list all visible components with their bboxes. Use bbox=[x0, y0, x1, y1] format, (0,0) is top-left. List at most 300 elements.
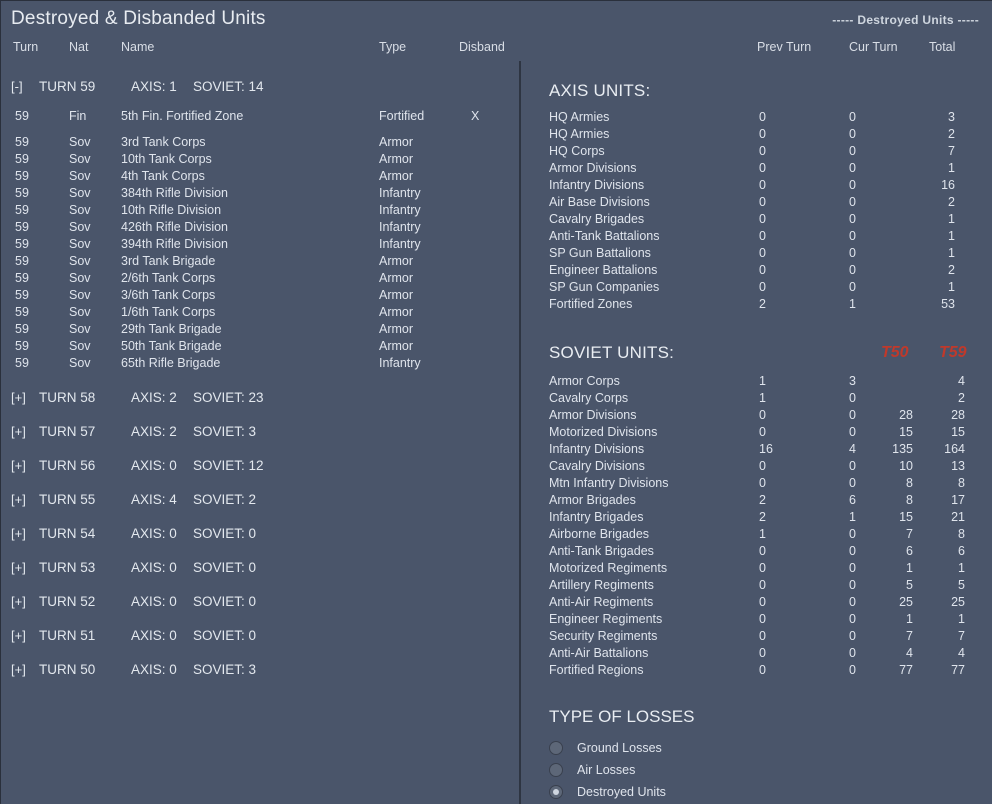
expand-toggle-icon[interactable]: [+] bbox=[11, 526, 26, 541]
soviet-stat-t50: 7 bbox=[906, 527, 913, 541]
axis-stat-total: 53 bbox=[941, 297, 955, 311]
axis-count-label: AXIS: 0 bbox=[131, 458, 177, 473]
soviet-stat-label: Mtn Infantry Divisions bbox=[549, 476, 669, 490]
unit-type: Infantry bbox=[379, 356, 421, 370]
axis-stat-prev: 0 bbox=[759, 110, 766, 124]
expand-toggle-icon[interactable]: [+] bbox=[11, 458, 26, 473]
column-header-turn: Turn bbox=[13, 40, 39, 54]
collapse-toggle-icon[interactable]: [-] bbox=[11, 79, 23, 94]
soviet-count-label: SOVIET: 0 bbox=[193, 594, 257, 609]
page-title: Destroyed & Disbanded Units bbox=[11, 8, 266, 29]
axis-stat-row bbox=[521, 279, 992, 296]
turn-label: TURN 50 bbox=[39, 662, 96, 677]
axis-count-label: AXIS: 0 bbox=[131, 628, 177, 643]
unit-type: Armor bbox=[379, 288, 414, 302]
soviet-stat-row bbox=[521, 560, 992, 577]
axis-stat-prev: 0 bbox=[759, 127, 766, 141]
unit-name: 10th Rifle Division bbox=[121, 203, 222, 217]
turn-label: TURN 51 bbox=[39, 628, 96, 643]
soviet-count-label: SOVIET: 0 bbox=[193, 628, 257, 643]
soviet-stat-prev: 0 bbox=[759, 476, 766, 490]
soviet-stat-t59: 8 bbox=[958, 476, 965, 490]
soviet-stat-prev: 0 bbox=[759, 612, 766, 626]
turn-group-row[interactable] bbox=[1, 483, 519, 517]
expand-toggle-icon[interactable]: [+] bbox=[11, 424, 26, 439]
soviet-stat-row bbox=[521, 441, 992, 458]
table-row[interactable] bbox=[1, 355, 519, 372]
column-header-name: Name bbox=[121, 40, 155, 54]
column-header-nat: Nat bbox=[69, 40, 89, 54]
soviet-stat-cur: 0 bbox=[849, 646, 856, 660]
soviet-stat-t59: 77 bbox=[951, 663, 965, 677]
unit-turn: 59 bbox=[15, 186, 29, 200]
expand-toggle-icon[interactable]: [+] bbox=[11, 390, 26, 405]
radio-button-icon[interactable] bbox=[549, 763, 563, 777]
loss-type-label: Ground Losses bbox=[577, 741, 662, 755]
expand-toggle-icon[interactable]: [+] bbox=[11, 560, 26, 575]
loss-type-label: Air Losses bbox=[577, 763, 636, 777]
table-row[interactable] bbox=[1, 338, 519, 355]
axis-stat-label: Engineer Battalions bbox=[549, 263, 658, 277]
turn-group-row[interactable] bbox=[1, 381, 519, 415]
soviet-count-label: SOVIET: 14 bbox=[193, 79, 264, 94]
soviet-stat-cur: 4 bbox=[849, 442, 856, 456]
unit-name: 3rd Tank Corps bbox=[121, 135, 206, 149]
turn-list bbox=[1, 70, 519, 687]
soviet-stat-cur: 0 bbox=[849, 612, 856, 626]
unit-turn: 59 bbox=[15, 288, 29, 302]
soviet-stat-prev: 2 bbox=[759, 493, 766, 507]
soviet-t59-header: T59 bbox=[939, 344, 967, 361]
column-header-type: Type bbox=[379, 40, 407, 54]
soviet-stat-prev: 2 bbox=[759, 510, 766, 524]
table-row[interactable] bbox=[1, 151, 519, 168]
unit-nationality: Sov bbox=[69, 322, 91, 336]
axis-stat-row bbox=[521, 296, 992, 313]
type-of-losses-title: TYPE OF LOSSES bbox=[549, 707, 695, 726]
unit-type: Armor bbox=[379, 135, 414, 149]
soviet-stat-label: Armor Divisions bbox=[549, 408, 637, 422]
soviet-stat-t50: 8 bbox=[906, 493, 913, 507]
unit-turn: 59 bbox=[15, 339, 29, 353]
unit-nationality: Sov bbox=[69, 356, 91, 370]
unit-turn: 59 bbox=[15, 271, 29, 285]
table-row[interactable] bbox=[1, 108, 519, 125]
axis-stat-row bbox=[521, 211, 992, 228]
axis-stat-total: 1 bbox=[948, 161, 955, 175]
axis-stat-row bbox=[521, 109, 992, 126]
axis-stat-cur: 0 bbox=[849, 127, 856, 141]
axis-stat-prev: 0 bbox=[759, 195, 766, 209]
axis-stat-total: 1 bbox=[948, 212, 955, 226]
soviet-stat-cur: 0 bbox=[849, 408, 856, 422]
soviet-stat-t50: 5 bbox=[906, 578, 913, 592]
unit-nationality: Sov bbox=[69, 254, 91, 268]
soviet-stat-t50: 15 bbox=[899, 510, 913, 524]
soviet-count-label: SOVIET: 23 bbox=[193, 390, 264, 405]
window-header bbox=[1, 1, 992, 62]
expand-toggle-icon[interactable]: [+] bbox=[11, 492, 26, 507]
unit-type: Armor bbox=[379, 169, 414, 183]
soviet-count-label: SOVIET: 3 bbox=[193, 662, 257, 677]
axis-count-label: AXIS: 1 bbox=[131, 79, 177, 94]
unit-nationality: Sov bbox=[69, 152, 91, 166]
turn-label: TURN 53 bbox=[39, 560, 96, 575]
turn-group-row[interactable] bbox=[1, 449, 519, 483]
unit-name: 2/6th Tank Corps bbox=[121, 271, 216, 285]
soviet-stat-prev: 1 bbox=[759, 527, 766, 541]
turn-label: TURN 54 bbox=[39, 526, 96, 541]
loss-type-label: Destroyed Units bbox=[577, 785, 666, 799]
soviet-stat-prev: 0 bbox=[759, 544, 766, 558]
soviet-stat-cur: 0 bbox=[849, 459, 856, 473]
table-row[interactable] bbox=[1, 253, 519, 270]
unit-name: 65th Rifle Brigade bbox=[121, 356, 221, 370]
soviet-stat-t59: 2 bbox=[958, 391, 965, 405]
soviet-stat-t50: 6 bbox=[906, 544, 913, 558]
unit-turn: 59 bbox=[15, 169, 29, 183]
soviet-stat-row bbox=[521, 475, 992, 492]
axis-stat-total: 3 bbox=[948, 110, 955, 124]
axis-stat-total: 1 bbox=[948, 229, 955, 243]
turn-group-row[interactable] bbox=[1, 551, 519, 585]
unit-type: Armor bbox=[379, 322, 414, 336]
column-header-total: Total bbox=[929, 40, 956, 54]
axis-stat-label: Air Base Divisions bbox=[549, 195, 650, 209]
unit-name: 3/6th Tank Corps bbox=[121, 288, 216, 302]
unit-nationality: Sov bbox=[69, 237, 91, 251]
soviet-stat-label: Infantry Brigades bbox=[549, 510, 644, 524]
soviet-stat-t50: 77 bbox=[899, 663, 913, 677]
soviet-count-label: SOVIET: 12 bbox=[193, 458, 264, 473]
soviet-stat-t59: 25 bbox=[951, 595, 965, 609]
soviet-stat-row bbox=[521, 407, 992, 424]
soviet-stat-label: Armor Corps bbox=[549, 374, 620, 388]
statistics-panel bbox=[521, 61, 992, 804]
soviet-stat-label: Anti-Air Regiments bbox=[549, 595, 654, 609]
radio-button-icon[interactable] bbox=[549, 741, 563, 755]
table-row[interactable] bbox=[1, 202, 519, 219]
axis-stat-prev: 0 bbox=[759, 178, 766, 192]
unit-turn: 59 bbox=[15, 152, 29, 166]
table-row[interactable] bbox=[1, 219, 519, 236]
axis-stat-prev: 0 bbox=[759, 263, 766, 277]
axis-count-label: AXIS: 0 bbox=[131, 560, 177, 575]
axis-stat-cur: 0 bbox=[849, 161, 856, 175]
axis-stat-total: 2 bbox=[948, 127, 955, 141]
soviet-stat-t59: 1 bbox=[958, 612, 965, 626]
turn-group-row[interactable] bbox=[1, 585, 519, 619]
axis-units-title: AXIS UNITS: bbox=[549, 81, 651, 100]
unit-turn: 59 bbox=[15, 305, 29, 319]
unit-nationality: Sov bbox=[69, 220, 91, 234]
axis-stat-row bbox=[521, 262, 992, 279]
soviet-stat-label: Motorized Divisions bbox=[549, 425, 658, 439]
unit-type: Fortified bbox=[379, 109, 425, 123]
soviet-stat-row bbox=[521, 662, 992, 679]
axis-stat-row bbox=[521, 160, 992, 177]
soviet-count-label: SOVIET: 3 bbox=[193, 424, 257, 439]
loss-type-option[interactable] bbox=[521, 737, 992, 759]
soviet-stat-cur: 0 bbox=[849, 629, 856, 643]
soviet-stat-prev: 0 bbox=[759, 425, 766, 439]
soviet-stat-label: Cavalry Divisions bbox=[549, 459, 645, 473]
soviet-stat-t59: 15 bbox=[951, 425, 965, 439]
soviet-stat-t59: 17 bbox=[951, 493, 965, 507]
soviet-stat-cur: 0 bbox=[849, 391, 856, 405]
soviet-stat-cur: 0 bbox=[849, 595, 856, 609]
soviet-stat-t59: 1 bbox=[958, 561, 965, 575]
axis-stat-cur: 0 bbox=[849, 212, 856, 226]
unit-nationality: Sov bbox=[69, 169, 91, 183]
unit-nationality: Fin bbox=[69, 109, 87, 123]
soviet-stat-cur: 3 bbox=[849, 374, 856, 388]
axis-count-label: AXIS: 0 bbox=[131, 526, 177, 541]
axis-count-label: AXIS: 4 bbox=[131, 492, 177, 507]
axis-stat-prev: 0 bbox=[759, 161, 766, 175]
soviet-count-label: SOVIET: 0 bbox=[193, 560, 257, 575]
soviet-stat-t50: 10 bbox=[899, 459, 913, 473]
soviet-stat-t59: 8 bbox=[958, 527, 965, 541]
turn-group-row[interactable] bbox=[1, 517, 519, 551]
soviet-stat-row bbox=[521, 577, 992, 594]
soviet-count-label: SOVIET: 2 bbox=[193, 492, 257, 507]
axis-stat-cur: 1 bbox=[849, 297, 856, 311]
unit-type: Armor bbox=[379, 152, 414, 166]
soviet-stat-label: Fortified Regions bbox=[549, 663, 644, 677]
axis-stat-prev: 0 bbox=[759, 212, 766, 226]
soviet-stat-t59: 4 bbox=[958, 374, 965, 388]
axis-stat-prev: 2 bbox=[759, 297, 766, 311]
type-of-losses-options bbox=[521, 737, 992, 803]
table-row[interactable] bbox=[1, 185, 519, 202]
table-row[interactable] bbox=[1, 168, 519, 185]
axis-stat-label: Anti-Tank Battalions bbox=[549, 229, 660, 243]
axis-stat-label: HQ Armies bbox=[549, 110, 610, 124]
soviet-stat-prev: 0 bbox=[759, 561, 766, 575]
axis-units-rows bbox=[521, 109, 992, 313]
axis-stat-total: 1 bbox=[948, 280, 955, 294]
soviet-stat-t50: 1 bbox=[906, 612, 913, 626]
unit-turn: 59 bbox=[15, 322, 29, 336]
unit-name: 50th Tank Brigade bbox=[121, 339, 222, 353]
axis-stat-total: 1 bbox=[948, 246, 955, 260]
table-row[interactable] bbox=[1, 236, 519, 253]
soviet-stat-t59: 13 bbox=[951, 459, 965, 473]
turn-label: TURN 59 bbox=[39, 79, 96, 94]
axis-stat-row bbox=[521, 143, 992, 160]
unit-name: 3rd Tank Brigade bbox=[121, 254, 216, 268]
soviet-stat-t59: 28 bbox=[951, 408, 965, 422]
turn-list-panel[interactable] bbox=[1, 61, 521, 804]
unit-nationality: Sov bbox=[69, 305, 91, 319]
unit-name: 426th Rifle Division bbox=[121, 220, 228, 234]
soviet-stat-row bbox=[521, 543, 992, 560]
axis-stat-cur: 0 bbox=[849, 178, 856, 192]
table-row[interactable] bbox=[1, 304, 519, 321]
axis-count-label: AXIS: 2 bbox=[131, 390, 177, 405]
expand-toggle-icon[interactable]: [+] bbox=[11, 628, 26, 643]
soviet-units-rows bbox=[521, 373, 992, 679]
soviet-stat-prev: 0 bbox=[759, 408, 766, 422]
soviet-stat-row bbox=[521, 594, 992, 611]
turn-label: TURN 52 bbox=[39, 594, 96, 609]
axis-stat-cur: 0 bbox=[849, 263, 856, 277]
axis-stat-label: SP Gun Companies bbox=[549, 280, 660, 294]
soviet-stat-prev: 0 bbox=[759, 663, 766, 677]
soviet-stat-label: Armor Brigades bbox=[549, 493, 636, 507]
axis-stat-total: 7 bbox=[948, 144, 955, 158]
unit-type: Infantry bbox=[379, 186, 421, 200]
turn-group-row[interactable] bbox=[1, 415, 519, 449]
soviet-units-title: SOVIET UNITS: bbox=[549, 343, 675, 362]
unit-name: 10th Tank Corps bbox=[121, 152, 212, 166]
column-header-prev-turn: Prev Turn bbox=[757, 40, 812, 54]
unit-turn: 59 bbox=[15, 254, 29, 268]
unit-turn: 59 bbox=[15, 237, 29, 251]
unit-type: Infantry bbox=[379, 203, 421, 217]
soviet-stat-row bbox=[521, 373, 992, 390]
axis-stat-cur: 0 bbox=[849, 246, 856, 260]
soviet-stat-t59: 21 bbox=[951, 510, 965, 524]
soviet-stat-prev: 16 bbox=[759, 442, 773, 456]
table-row[interactable] bbox=[1, 321, 519, 338]
soviet-stat-cur: 0 bbox=[849, 527, 856, 541]
unit-turn: 59 bbox=[15, 109, 29, 123]
unit-name: 384th Rifle Division bbox=[121, 186, 228, 200]
soviet-stat-cur: 0 bbox=[849, 561, 856, 575]
unit-disband-flag: X bbox=[471, 109, 480, 123]
unit-name: 1/6th Tank Corps bbox=[121, 305, 216, 319]
unit-turn: 59 bbox=[15, 220, 29, 234]
axis-stat-total: 2 bbox=[948, 263, 955, 277]
soviet-stat-t59: 4 bbox=[958, 646, 965, 660]
unit-nationality: Sov bbox=[69, 203, 91, 217]
soviet-stat-t59: 7 bbox=[958, 629, 965, 643]
soviet-stat-prev: 0 bbox=[759, 629, 766, 643]
unit-turn: 59 bbox=[15, 203, 29, 217]
unit-nationality: Sov bbox=[69, 135, 91, 149]
turn-label: TURN 57 bbox=[39, 424, 96, 439]
unit-name: 394th Rifle Division bbox=[121, 237, 228, 251]
axis-stat-row bbox=[521, 126, 992, 143]
soviet-stat-row bbox=[521, 390, 992, 407]
axis-stat-label: Armor Divisions bbox=[549, 161, 637, 175]
soviet-stat-row bbox=[521, 526, 992, 543]
unit-name: 4th Tank Corps bbox=[121, 169, 205, 183]
soviet-units-section bbox=[521, 313, 992, 679]
table-row[interactable] bbox=[1, 287, 519, 304]
soviet-stat-prev: 1 bbox=[759, 391, 766, 405]
unit-turn: 59 bbox=[15, 135, 29, 149]
expand-toggle-icon[interactable]: [+] bbox=[11, 662, 26, 677]
axis-count-label: AXIS: 0 bbox=[131, 662, 177, 677]
soviet-stat-t50: 25 bbox=[899, 595, 913, 609]
soviet-stat-cur: 0 bbox=[849, 425, 856, 439]
soviet-stat-t59: 5 bbox=[958, 578, 965, 592]
soviet-count-label: SOVIET: 0 bbox=[193, 526, 257, 541]
soviet-stat-t50: 15 bbox=[899, 425, 913, 439]
soviet-stat-t50: 135 bbox=[892, 442, 913, 456]
axis-count-label: AXIS: 0 bbox=[131, 594, 177, 609]
soviet-stat-prev: 0 bbox=[759, 595, 766, 609]
axis-count-label: AXIS: 2 bbox=[131, 424, 177, 439]
axis-stat-row bbox=[521, 177, 992, 194]
soviet-stat-row bbox=[521, 492, 992, 509]
unit-name: 5th Fin. Fortified Zone bbox=[121, 109, 244, 123]
turn-label: TURN 55 bbox=[39, 492, 96, 507]
axis-stat-prev: 0 bbox=[759, 280, 766, 294]
unit-name: 29th Tank Brigade bbox=[121, 322, 222, 336]
turn-group-row[interactable] bbox=[1, 653, 519, 687]
soviet-stat-cur: 0 bbox=[849, 544, 856, 558]
soviet-t50-header: T50 bbox=[881, 344, 909, 361]
axis-stat-label: Cavalry Brigades bbox=[549, 212, 645, 226]
soviet-stat-t50: 4 bbox=[906, 646, 913, 660]
soviet-stat-t50: 28 bbox=[899, 408, 913, 422]
soviet-stat-label: Engineer Regiments bbox=[549, 612, 663, 626]
unit-type: Armor bbox=[379, 305, 414, 319]
axis-stat-prev: 0 bbox=[759, 229, 766, 243]
unit-nationality: Sov bbox=[69, 271, 91, 285]
axis-stat-cur: 0 bbox=[849, 110, 856, 124]
loss-type-option[interactable] bbox=[521, 781, 992, 803]
unit-nationality: Sov bbox=[69, 186, 91, 200]
soviet-stat-prev: 0 bbox=[759, 578, 766, 592]
soviet-stat-cur: 6 bbox=[849, 493, 856, 507]
table-row[interactable] bbox=[1, 270, 519, 287]
turn-group-row[interactable] bbox=[1, 619, 519, 653]
soviet-stat-row bbox=[521, 458, 992, 475]
soviet-stat-cur: 0 bbox=[849, 578, 856, 592]
axis-stat-row bbox=[521, 245, 992, 262]
axis-stat-label: HQ Corps bbox=[549, 144, 605, 158]
expand-toggle-icon[interactable]: [+] bbox=[11, 594, 26, 609]
unit-type: Infantry bbox=[379, 237, 421, 251]
unit-type: Infantry bbox=[379, 220, 421, 234]
soviet-stat-label: Motorized Regiments bbox=[549, 561, 668, 575]
soviet-stat-row bbox=[521, 645, 992, 662]
type-of-losses-section bbox=[521, 707, 992, 803]
turn-group-row[interactable] bbox=[1, 70, 519, 104]
axis-stat-prev: 0 bbox=[759, 144, 766, 158]
axis-stat-row bbox=[521, 228, 992, 245]
axis-stat-label: Fortified Zones bbox=[549, 297, 633, 311]
loss-type-option[interactable] bbox=[521, 759, 992, 781]
column-header-cur-turn: Cur Turn bbox=[849, 40, 898, 54]
axis-stat-label: Infantry Divisions bbox=[549, 178, 645, 192]
column-header-disband: Disband bbox=[459, 40, 505, 54]
axis-units-section bbox=[521, 61, 992, 313]
soviet-stat-label: Airborne Brigades bbox=[549, 527, 650, 541]
table-row[interactable] bbox=[1, 134, 519, 151]
axis-stat-cur: 0 bbox=[849, 280, 856, 294]
radio-button-icon[interactable] bbox=[549, 785, 563, 799]
turn-label: TURN 58 bbox=[39, 390, 96, 405]
axis-stat-total: 16 bbox=[941, 178, 955, 192]
soviet-stat-label: Security Regiments bbox=[549, 629, 658, 643]
destroyed-units-banner: ----- Destroyed Units ----- bbox=[832, 13, 979, 27]
soviet-stat-row bbox=[521, 628, 992, 645]
soviet-stat-t50: 8 bbox=[906, 476, 913, 490]
unit-type: Armor bbox=[379, 271, 414, 285]
soviet-stat-row bbox=[521, 611, 992, 628]
soviet-stat-cur: 1 bbox=[849, 510, 856, 524]
soviet-stat-label: Anti-Air Battalions bbox=[549, 646, 649, 660]
soviet-stat-prev: 0 bbox=[759, 459, 766, 473]
axis-stat-cur: 0 bbox=[849, 195, 856, 209]
soviet-stat-t59: 164 bbox=[944, 442, 965, 456]
